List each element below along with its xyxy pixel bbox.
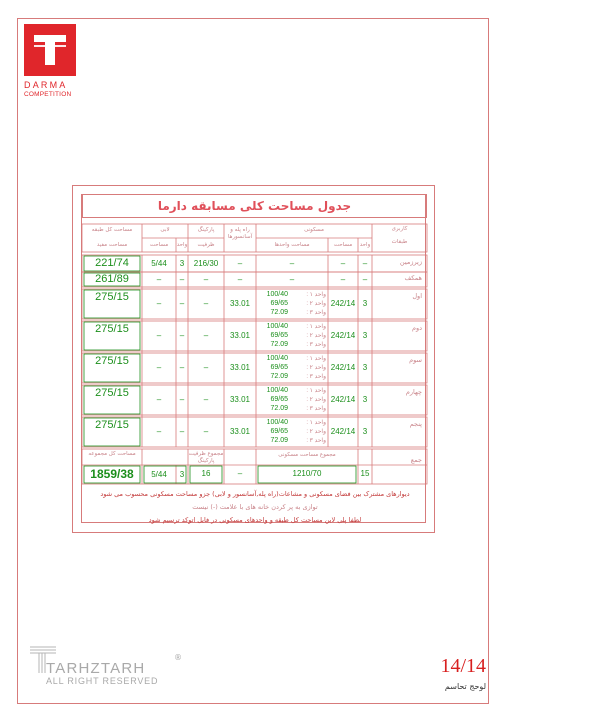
tarhztarh-watermark [28,643,188,689]
row-total: 275/15 [95,355,129,367]
row-lobby-area: – [156,299,162,308]
unit-area-label: واحد ۳ : [306,342,326,348]
unit-area-label: واحد ۳ : [306,374,326,380]
header-parking: پارکینگ [197,227,215,233]
unit-area-value: 69/65 [270,300,288,307]
row-lobby-units: – [179,331,185,340]
watermark-name: TARHZTARH [46,660,146,677]
row-lobby-units: – [179,395,185,404]
unit-area-value: 100/40 [266,291,288,298]
unit-area-value: 69/65 [270,428,288,435]
page-number: 14/14 [440,655,486,677]
row-parking: – [203,331,209,340]
row-lobby-area: – [156,427,162,436]
row-res-area: 242/14 [330,395,356,404]
row-units: – [362,259,368,268]
sum-parking-caption: مجموع ظرفیت پارکینگ [188,451,224,464]
header-lobby-units: واحد [176,242,188,248]
row-res-area: 242/14 [330,299,356,308]
note-line-1: دیوارهای مشترک بین فضای مسکونی و مشاعات(راه پله,آسانسور و لابی) جزو مساحت مسکونی محسوب می شود [100,490,410,498]
row-res-area: – [340,259,346,268]
unit-area-label: واحد ۳ : [306,406,326,412]
sum-res-area: 1210/70 [292,469,322,478]
brand-subtitle: COMPETITION [24,91,72,98]
header-total: مساحت کل طبقه [91,227,133,233]
row-label-second: دوم [411,324,422,332]
row-label-fifth: پنجم [409,420,422,428]
unit-area-label: واحد ۲ : [306,301,326,307]
unit-area-value: 100/40 [266,419,288,426]
unit-area-value: 69/65 [270,332,288,339]
row-unit-area: – [289,275,295,284]
row-units: 3 [362,299,368,308]
unit-area-value: 72.09 [270,341,288,348]
row-stairs: 33.01 [229,427,251,436]
row-units: 3 [362,363,368,372]
sum-lobby-area: 5/44 [151,470,167,479]
row-lobby-area: – [156,331,162,340]
unit-area-value: 72.09 [270,373,288,380]
row-total: 275/15 [95,291,129,303]
row-parking: 216/30 [193,259,219,268]
sum-stairs: – [237,469,243,478]
sum-total-caption: مساحت کل مجموعه [88,451,136,457]
row-stairs: – [237,275,243,284]
header-area: مساحت [333,242,353,248]
row-lobby-units: – [179,299,185,308]
row-stairs: 33.01 [229,395,251,404]
unit-area-label: واحد ۱ : [306,292,326,298]
row-units: – [362,275,368,284]
row-label-basement: زیرزمین [399,258,422,266]
header-total-area: مساحت مفید [96,242,128,248]
sum-res-caption: مجموع مساحت مسکونی [278,452,336,458]
row-units: 3 [362,395,368,404]
row-total: 261/89 [95,273,129,285]
row-parking: – [203,427,209,436]
note-line-2: توازی به پر کردن خانه های با علامت (-) نیست [192,503,318,511]
row-label-third: سوم [409,356,422,364]
sum-lobby-units: 3 [179,470,185,479]
row-label-ground: همکف [404,274,422,282]
row-lobby-units: – [179,275,185,284]
header-lobby: لابی [160,227,170,233]
row-stairs: – [237,259,243,268]
header-units: واحد [359,242,371,248]
header-floors: طبقات [391,239,408,245]
row-res-area: 242/14 [330,427,356,436]
registered-mark: ® [174,653,182,662]
row-stairs: 33.01 [229,331,251,340]
row-parking: – [203,275,209,284]
header-usage: کاربری [391,226,408,232]
note-line-3: لطفا پلی لاین مساحت کل طبقه و واحدهای مسکونی در فایل اتوکد ترسیم شود [148,516,362,524]
row-lobby-area: – [156,363,162,372]
row-label-first: اول [412,292,422,300]
row-unit-area: – [289,259,295,268]
unit-area-value: 72.09 [270,405,288,412]
unit-area-value: 100/40 [266,387,288,394]
unit-area-label: واحد ۱ : [306,388,326,394]
unit-area-value: 100/40 [266,355,288,362]
row-label-fourth: چهارم [405,388,422,396]
row-lobby-area: – [156,395,162,404]
unit-area-value: 69/65 [270,396,288,403]
unit-area-label: واحد ۳ : [306,310,326,316]
header-residential: مسکونی [304,227,324,233]
unit-area-label: واحد ۱ : [306,420,326,426]
header-capacity: ظرفیت [197,242,215,248]
header-unit-area: مساحت واحدها [274,242,310,248]
row-total: 275/15 [95,387,129,399]
unit-area-label: واحد ۲ : [306,333,326,339]
unit-area-label: واحد ۲ : [306,429,326,435]
row-total: 275/15 [95,419,129,431]
page-caption: لوحج تحاسم [444,682,486,691]
row-lobby-units: – [179,363,185,372]
row-lobby-units: 3 [179,259,185,268]
brand-name: DARMA [24,80,68,90]
unit-area-label: واحد ۲ : [306,365,326,371]
row-lobby-units: – [179,427,185,436]
row-stairs: 33.01 [229,299,251,308]
unit-area-value: 72.09 [270,437,288,444]
sum-total: 1859/38 [90,467,134,481]
unit-area-label: واحد ۱ : [306,356,326,362]
unit-area-value: 72.09 [270,309,288,316]
watermark-subtitle: ALL RIGHT RESERVED [46,676,159,686]
row-parking: – [203,363,209,372]
unit-area-label: واحد ۲ : [306,397,326,403]
row-lobby-area: – [156,275,162,284]
row-label-sum: جمع [410,456,422,464]
row-stairs: 33.01 [229,363,251,372]
unit-area-value: 100/40 [266,323,288,330]
header-lobby-area: مساحت [149,242,169,248]
table-title: جدول مساحت کلی مسابقه دارما [82,194,427,218]
sum-units: 15 [360,469,370,478]
row-units: 3 [362,331,368,340]
row-res-area: 242/14 [330,331,356,340]
unit-area-label: واحد ۱ : [306,324,326,330]
unit-area-label: واحد ۳ : [306,438,326,444]
row-total: 221/74 [95,257,129,269]
sum-parking: 16 [201,469,211,478]
row-lobby-area: 5/44 [151,259,167,268]
row-units: 3 [362,427,368,436]
row-res-area: – [340,275,346,284]
row-parking: – [203,395,209,404]
row-parking: – [203,299,209,308]
row-total: 275/15 [95,323,129,335]
unit-area-value: 69/65 [270,364,288,371]
header-stairs: راه پله و آسانسورها [227,227,253,240]
row-res-area: 242/14 [330,363,356,372]
